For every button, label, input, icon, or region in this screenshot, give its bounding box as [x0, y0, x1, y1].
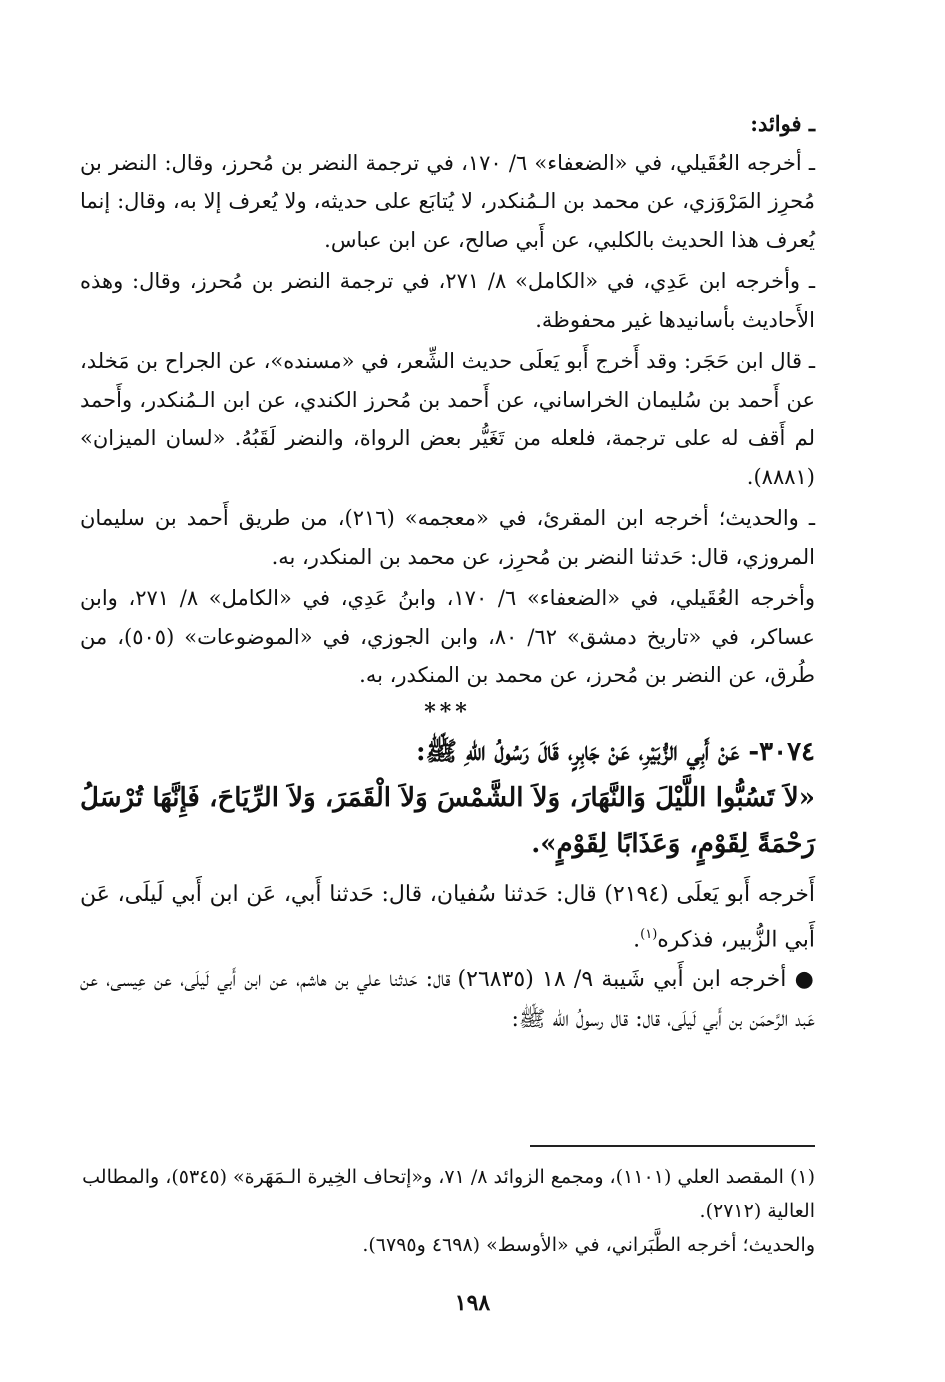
takhrij-paragraph	[80, 875, 815, 960]
takhrij-text: أَخرجه أَبو يَعلَى (٢١٩٤) قال: حَدثنا سُفيان، قال: حَدثنا أَبي، عَن ابن أَبي لَيلَى، عَن أَبي الزُّبير، فذكره	[80, 881, 816, 952]
footnote: والحديث؛ أخرجه الطَّبَراني، في «الأوسط» (٤٦٩٨ و٦٧٩٥).	[362, 1234, 815, 1256]
note-paragraph: ـ أخرجه العُقَيلي، في «الضعفاء» ٦/ ١٧٠، في ترجمة النضر بن مُحرز، وقال: النضر بن مُحرِز المَرْوَزي، عن محمد بن الـمُنكدر، لا يُتابَع على حديثه، ولا يُعرف إلا به، وقال: إنما يُعرف هذا الحديث بالكلبي، عن أَبي صالح، عن ابن عباس.	[80, 150, 815, 252]
note-paragraph: وأخرجه العُقَيلي، في «الضعفاء» ٦/ ١٧٠، وابنُ عَدِي، في «الكامل» ٨/ ٢٧١، وابن عساكر، في «تاريخ دمشق» ٦٢/ ٨٠، وابن الجوزي، في «الموضوعات» (٥٠٥)، من طُرق، عن النضر بن مُحرز، عن محمد بن المنكدر، به.	[80, 586, 815, 687]
note-paragraph: ـ والحديث؛ أخرجه ابن المقرئ، في «معجمه» (٢١٦)، من طريق أَحمد بن سليمان المروزي، قال: حَدثنا النضر بن مُحرِز، عن محمد بن المنكدر، به.	[80, 506, 815, 569]
hadith-text: «لاَ تَسُبُّوا اللَّيْلَ وَالنَّهَارَ، وَلاَ الشَّمْسَ وَلاَ الْقَمَرَ، وَلاَ الرِّيَاحَ، فَإِنَّهَا تُرْسَلُ رَحْمَةً لِقَوْمٍ، وَعَذَابًا لِقَوْمٍ».	[80, 782, 815, 859]
takhrij-end: .	[633, 926, 641, 952]
page-number: ١٩٨	[454, 1290, 491, 1316]
footnote-divider	[530, 1145, 815, 1147]
bullet-icon: ●	[794, 966, 816, 992]
section-separator: ***	[424, 698, 471, 725]
footnotes	[80, 1160, 815, 1262]
note-paragraph: ـ قال ابن حَجَر: وقد أَخرج أَبو يَعلَى حديث الشِّعر، في «مسنده»، عن الجراح بن مَخلد، عن أَحمد بن سُليمان الخراساني، عن أَحمد بن مُحرز الكندي، عن ابن الـمُنكدر، وأَحمد لم أَقف له على ترجمة، فلعله من تَغَيُّر بعض الرواة، والنضر لَقَبُهُ. «لسان الميزان» (٨٨٨١).	[80, 349, 815, 489]
footnote: (١) المقصد العلي (١١٠١)، ومجمع الزوائد ٨/ ٧١، و«إتحاف الخِيرة الـمَهَرة» (٥٣٤٥)، والمطالب العالية (٢٧١٢).	[82, 1166, 815, 1222]
hadith-header: ٣٠٧٤- عَنْ أَبِي الزُّبَيْرِ، عَنْ جَابِرٍ، قَالَ رَسُولُ اللهِ ﷺ:	[415, 736, 815, 767]
page-body	[80, 105, 815, 1040]
footnote-ref[interactable]: (١)	[640, 926, 658, 942]
second-takhrij-text: أخرجه ابن أَبي شَيبة ٩/ ١٨ (٢٦٨٣٥) قال: حَدثنا علي بن هاشم، عن ابن أَبي لَيلَى، عن عِيسى، عن عَبد الرَّحمَن بن أَبي لَيلَى، قال: قال رسولُ الله ﷺ:	[80, 966, 815, 1032]
second-takhrij	[80, 960, 815, 1040]
note-paragraph: ـ وأخرجه ابن عَدِي، في «الكامل» ٨/ ٢٧١، في ترجمة النضر بن مُحرز، وقال: وهذه الأَحاديث بأسانيدها غير محفوظة.	[80, 269, 815, 332]
notes-heading: ـ فوائد:	[750, 111, 815, 136]
